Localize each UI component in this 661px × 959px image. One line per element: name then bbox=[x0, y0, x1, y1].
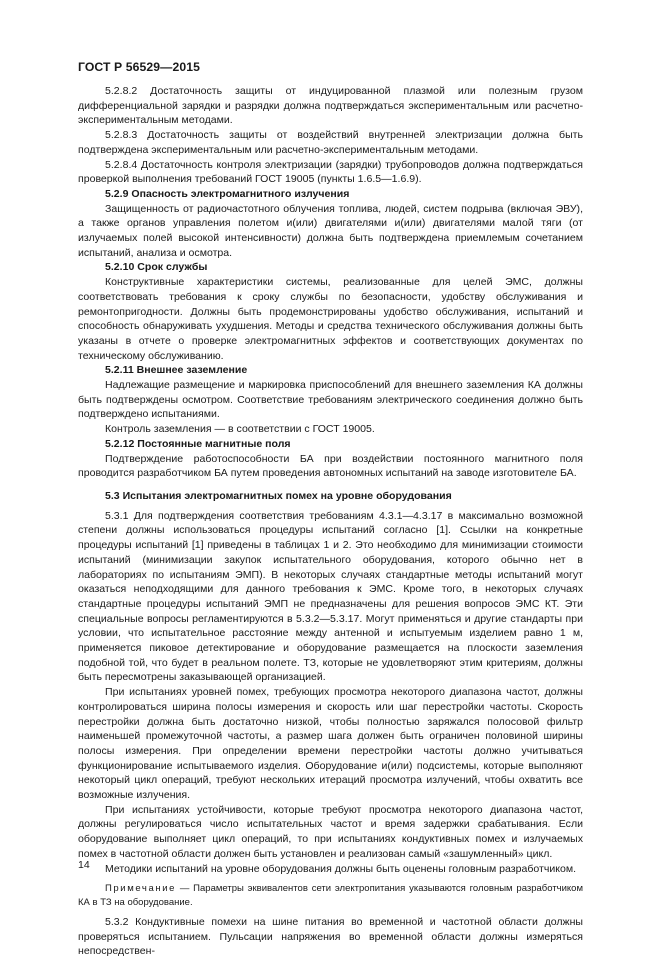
paragraph-grounding-control: Контроль заземления — в соответствии с ГОСТ 19005. bbox=[105, 423, 375, 436]
page-number: 14 bbox=[78, 859, 90, 871]
paragraph-test-methods: Методики испытаний на уровне оборудования должны быть оценены головным разработчиком. bbox=[105, 862, 577, 875]
heading-5-2-10: 5.2.10 Срок службы bbox=[105, 261, 208, 274]
paragraph-external-grounding: Надлежащие размещение и маркировка приспособлений для внешнего заземления КА должны быть подтверждены осмотром. Соответствие требованиям электрического соединения должно быть подтверждено испытаниями. bbox=[78, 379, 583, 421]
note-paragraph bbox=[78, 882, 583, 909]
heading-5-2-11: 5.2.11 Внешнее заземление bbox=[105, 364, 248, 377]
standard-header: ГОСТ Р 56529—2015 bbox=[78, 60, 200, 74]
paragraph-5-3-2: 5.3.2 Кондуктивные помехи на шине питания во временной и частотной области должны проверяться испытанием. Пульсации напряжения во временной области должны измеряться непосредствен- bbox=[78, 915, 583, 958]
heading-5-3: 5.3 Испытания электромагнитных помех на уровне оборудования bbox=[105, 489, 452, 502]
paragraph-service-life: Конструктивные характеристики системы, реализованные для целей ЭМС, должны соответствовать требования к сроку службы по безопасности, удобству обслуживания и ремонтопригодности. Должны быть продемонстрированы удобство обслуживания, испытаний и способность обнаруживать ухудшения. Методы и средства технического обслуживания должны быть указаны в отчете о проверке электромагнитных эффектов и соответствующих документах по техническому обслуживанию. bbox=[78, 276, 583, 362]
note-label: Примечание bbox=[105, 883, 176, 895]
document-body bbox=[78, 84, 583, 959]
heading-5-2-9: 5.2.9 Опасность электромагнитного излучения bbox=[105, 187, 350, 200]
paragraph-5-3-1: 5.3.1 Для подтверждения соответствия требованиям 4.3.1—4.3.17 в максимально возможной степени должны использоваться процедуры испытаний согласно [1]. Ссылки на конкретные процедуры испытаний [1] приведены в таблицах 1 и 2. Это необходимо для минимизации стоимости испытаний (минимизации закупок испытательного оборудования, которого обычно нет в лабораториях по испытаниям ЭМП). В некоторых случаях стандартные методы испытаний могут оказаться неподходящими для данного требования к ЭМС. Кроме того, в некоторых случаях стандартные процедуры испытаний ЭМП не предназначены для решения вопросов ЭМС КТ. Эти специальные вопросы регламентируются в 5.3.2—5.3.17. Могут применяться и другие стандарты при условии, что испытательное расстояние между антенной и испытуемым изделием равно 1 м, применяется пиковое детектирование и оборудование размещается на плоскости заземления подобной той, что будет в реальном полете. ТЗ, которые не удовлетворяют этим критериям, должны быть пересмотрены заказывающей организацией. bbox=[78, 509, 583, 684]
heading-5-2-12: 5.2.12 Постоянные магнитные поля bbox=[105, 437, 291, 450]
paragraph-immunity-tests: При испытаниях устойчивости, которые требуют просмотра некоторого диапазона частот, должны регулироваться число испытательных частот и время задержки срабатывания. Если оборудование выполняет цикл операций, то при испытаниях кондуктивных помех и излучаемых помех в частотной области должен быть установлен и реализован самый «зашумленный» цикл. bbox=[78, 803, 583, 860]
paragraph-interference-scan: При испытаниях уровней помех, требующих просмотра некоторого диапазона частот, должны контролироваться ширина полосы измерения и скорость или шаг перестройки частоты. Скорость перестройки должна быть достаточно низкой, чтобы полностью заряжался полосовой фильтр наименьшей промежуточной частоты, а размер шага должен быть ограничен половиной ширины полосы измерения. При определении времени перестройки частоты должно учитываться функционирование испытываемого изделия. Оборудование и(или) подсистемы, которые выполняют некоторый цикл операций, требуют нескольких итераций просмотра излучений, чтобы охватить все возможные излучения. bbox=[78, 686, 583, 802]
paragraph-magnetic-fields: Подтверждение работоспособности БА при воздействии постоянного магнитного поля проводится разработчиком БА путем проведения автономных испытаний на заводе изготовителе БА. bbox=[78, 452, 583, 480]
paragraph-5-2-8-4: 5.2.8.4 Достаточность контроля электризации (зарядки) трубопроводов должна подтверждаться проверкой выполнения требований ГОСТ 19005 (пункты 1.6.5—1.6.9). bbox=[78, 158, 583, 186]
paragraph-5-2-8-3: 5.2.8.3 Достаточность защиты от воздействий внутренней электризации должна быть подтверждена экспериментальным или расчетно-экспериментальным методами. bbox=[78, 129, 583, 156]
paragraph-5-2-8-2: 5.2.8.2 Достаточность защиты от индуцированной плазмой или полезным грузом дифференциальной зарядки и разрядки должна подтверждаться экспериментальным или расчетно-экспериментальным методами. bbox=[78, 85, 583, 127]
paragraph-radio-safety: Защищенность от радиочастотного облучения топлива, людей, систем подрыва (включая ЭВУ), а также органов управления полетом и(или) двигателями и(или) двигателями малой тяги (от излучаемых полей высокой интенсивности) должна быть подтверждена приемлемым сочетанием испытаний, анализа и осмотра. bbox=[78, 202, 583, 259]
note-text: — Параметры эквивалентов сети электропитания указываются головным разработчиком КА в ТЗ на оборудование. bbox=[78, 883, 583, 908]
